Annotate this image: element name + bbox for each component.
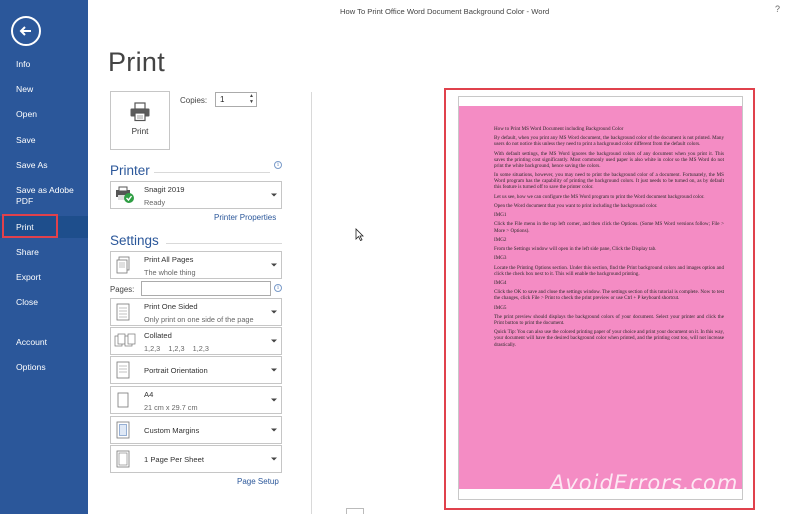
chevron-down-icon	[271, 311, 277, 314]
nav-export[interactable]: Export	[16, 272, 41, 282]
printer-icon	[129, 102, 151, 122]
nav-save[interactable]: Save	[16, 135, 36, 145]
spin-up-icon[interactable]: ▲	[249, 93, 254, 99]
nav-new[interactable]: New	[16, 84, 34, 94]
print-range-subtitle: The whole thing	[144, 268, 196, 277]
nav-save-as[interactable]: Save As	[16, 160, 48, 170]
paper-size-icon	[116, 391, 130, 409]
doc-paragraph: The print preview should displays the background colors of your document. Select your printer and click the Print button to print the document.	[494, 313, 724, 327]
sides-subtitle: Only print on one side of the page	[144, 315, 254, 324]
doc-paragraph: Click the OK to save and close the settings window. The settings section of this tutorial is complete. Now to test the changes, click File > Print to check the print preview or use Ctrl + P keyboard shortcut.	[494, 289, 724, 302]
printer-heading: Printer	[110, 163, 150, 178]
pages-input[interactable]	[141, 281, 271, 296]
backstage-sidebar	[0, 0, 88, 514]
printer-divider	[154, 172, 270, 173]
page-setup-link[interactable]: Page Setup	[237, 477, 279, 486]
pages-label: Pages:	[110, 285, 135, 294]
nav-print[interactable]: Print	[0, 216, 88, 238]
sides-dropdown[interactable]	[110, 298, 282, 326]
panel-divider	[311, 92, 312, 514]
doc-paragraph: IMG3	[494, 255, 507, 262]
print-button-label: Print	[131, 127, 149, 136]
doc-paragraph: IMG4	[494, 280, 507, 287]
doc-paragraph: From the Settings window will open in the left side pane, Click the Display tab.	[494, 246, 657, 253]
nav-info[interactable]: Info	[16, 59, 31, 69]
info-icon[interactable]: i	[274, 284, 282, 292]
copies-spinner[interactable]	[247, 93, 256, 106]
paper-size-subtitle: 21 cm x 29.7 cm	[144, 403, 198, 412]
margins-dropdown[interactable]	[110, 416, 282, 444]
print-range-dropdown[interactable]	[110, 251, 282, 279]
pages-per-sheet-title: 1 Page Per Sheet	[144, 455, 204, 464]
watermark: AvoidErrors.com	[550, 471, 739, 495]
doc-paragraph: Let us see, how we can configure the MS Word program to print the Word document background color.	[494, 193, 705, 200]
printer-status: Ready	[144, 198, 166, 207]
settings-heading: Settings	[110, 233, 159, 248]
pages-icon	[116, 256, 130, 274]
print-preview-page	[458, 96, 743, 500]
chevron-down-icon	[271, 429, 277, 432]
chevron-down-icon	[271, 458, 277, 461]
copies-label: Copies:	[180, 96, 208, 105]
paper-size-dropdown[interactable]	[110, 386, 282, 414]
spin-down-icon[interactable]: ▼	[249, 99, 254, 105]
pages-per-sheet-dropdown[interactable]	[110, 445, 282, 473]
nav-print-highlight-box	[2, 214, 58, 238]
page-title: Print	[108, 47, 166, 77]
nav-account[interactable]: Account	[16, 337, 48, 347]
print-range-title: Print All Pages	[144, 255, 194, 264]
printer-ready-icon	[114, 186, 136, 204]
back-button[interactable]	[11, 16, 41, 46]
doc-paragraph: Locate the Printing Options section. Under this section, find the Print background colors and images option and click the check box next to it. This will enable the background printing.	[494, 264, 724, 277]
printer-name: Snagit 2019	[144, 185, 185, 194]
print-button[interactable]	[110, 91, 170, 150]
doc-paragraph: IMG2	[494, 236, 507, 243]
doc-paragraph: How to Print MS Word Document including Background Color	[494, 126, 624, 132]
copies-value: 1	[220, 95, 225, 104]
collated-icon	[114, 332, 136, 350]
help-button[interactable]: ?	[774, 4, 780, 14]
doc-paragraph: IMG1	[494, 212, 507, 219]
nav-save-as-adobe-pdf[interactable]: Save as Adobe PDF	[16, 185, 74, 206]
doc-paragraph: By default, when you print any MS Word document, the background color of the document is not printed. Many users do not notice this unless they need to print a background color different from the default colors.	[494, 135, 724, 148]
nav-share[interactable]: Share	[16, 247, 39, 257]
margins-title: Custom Margins	[144, 426, 200, 435]
doc-paragraph: IMG5	[494, 304, 507, 311]
nav-close[interactable]: Close	[16, 297, 38, 307]
portrait-icon	[116, 361, 130, 379]
doc-paragraph: With default settings, the MS Word ignores the background colors of any document when you print it. This saves the printing cost significantly. Most commonly used paper is also white in color so the MS Word do not print the white background, hence saving the colors.	[494, 150, 724, 169]
doc-paragraph: Quick Tip: You can also use the colored printing paper of your choice and print your document on it. In this way, your document will have the desired background color when printed, and the printing cost too, will not increase drastically.	[494, 329, 724, 348]
info-icon[interactable]: i	[274, 161, 282, 169]
chevron-down-icon	[271, 340, 277, 343]
chevron-down-icon	[271, 399, 277, 402]
doc-paragraph: Open the Word document that you want to print including the background color.	[494, 202, 658, 209]
doc-paragraph: In some situations, however, you may need to print the background color of a document. Fortunately, the MS Word program has the capability of printing the background colors. It just needs to be turned on, as by default this feature is turned off to save the printer color.	[494, 172, 724, 191]
collation-title: Collated	[144, 331, 172, 340]
margins-icon	[116, 421, 130, 439]
printer-dropdown[interactable]	[110, 181, 282, 209]
one-sided-icon	[116, 303, 130, 321]
copies-input[interactable]	[215, 92, 257, 107]
back-arrow-icon	[18, 23, 34, 39]
page-background	[459, 106, 742, 489]
window-title: How To Print Office Word Document Background Color - Word	[340, 7, 550, 16]
collation-subtitle: 1,2,3 1,2,3 1,2,3	[144, 344, 209, 353]
mouse-cursor-icon	[355, 228, 364, 241]
nav-open[interactable]: Open	[16, 109, 38, 119]
chevron-down-icon	[271, 369, 277, 372]
nav-options[interactable]: Options	[16, 362, 46, 372]
chevron-down-icon	[271, 194, 277, 197]
sides-title: Print One Sided	[144, 302, 198, 311]
pages-per-sheet-icon	[116, 450, 130, 468]
chevron-down-icon	[271, 264, 277, 267]
preview-page-nav[interactable]	[346, 508, 364, 514]
collation-dropdown[interactable]	[110, 327, 282, 355]
settings-divider	[166, 243, 282, 244]
orientation-dropdown[interactable]	[110, 356, 282, 384]
doc-paragraph: Click the File menu in the top left corner, and then click the Options. (Some MS Word versions follow; File > More > Options).	[494, 221, 724, 234]
document-text	[494, 126, 724, 351]
printer-properties-link[interactable]: Printer Properties	[214, 213, 277, 222]
orientation-title: Portrait Orientation	[144, 366, 208, 375]
paper-size-title: A4	[144, 390, 154, 399]
